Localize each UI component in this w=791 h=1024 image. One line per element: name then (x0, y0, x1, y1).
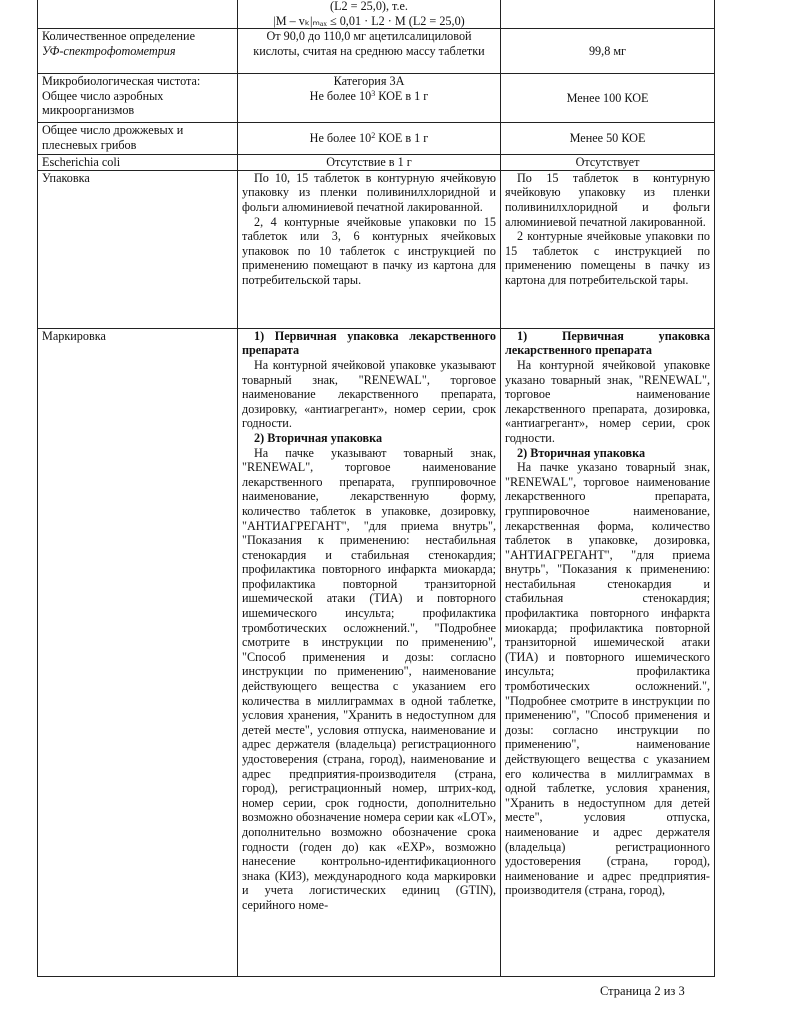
table-row (38, 0, 715, 29)
formula-line-2: |M – vₖ|ₘₐₓ ≤ 0,01 · L2 · M (L2 = 25,0) (273, 13, 465, 28)
marking-spec-p1: На контурной ячейковой упаковке указывают товарный знак, "RENEWAL", торговое наименование лекарственного препарата, дозировку, «антиагрегант», номер серии, срок годности. (242, 357, 496, 431)
spec-cell (238, 328, 501, 976)
marking-spec-p2: На пачке указывают товарный знак, "RENEWAL", торговое наименование лекарственного препарата, группировочное наименование, лекарственную форму, количество таблеток в упаковке, дозировку, "АНТИАГРЕГАНТ", "для приема внутрь", "Показания к применению: нестабильная стенокардия и стабильная стенокардия; профилактика повторного инфаркта миокарда; профилактика повторной транзиторной ишемической атаки (ТИА) и повторного ишемического инсульта; профилактика тромботических осложнений.", "Подробнее смотрите в инструкции по применению", "Способ применения и дозы: согласно инструкции по применению", наименование действующего вещества с указанием его количества в миллиграммах в одной таблетке, условия хранения, "Хранить в недоступном для детей месте", условия отпуска, наименование и адрес держателя (владельца) регистрационного удостоверения (страна, город), наименование и адрес предприятия-производителя (страна, город), регистрационный номер, штрих-код, номер серии, срок годности, дополнительно возможно обозначение номера серии как «LOT», дополнительно возможно обозначение срока годности (годен до) как «EXP», возможно нанесение контрольно-идентификационного знака (КИЗ), международного кода маркировки и учета логистических единиц (GTIN), серийного номе- (242, 445, 496, 912)
spec-cell (238, 170, 501, 328)
marking-result-heading-1: 1) Первичная упаковка лекарственного препарата (505, 328, 710, 358)
result-cell (501, 0, 715, 29)
spec-cell: Отсутствие в 1 г (238, 155, 501, 171)
label-cell: Маркировка (38, 328, 238, 976)
marking-result-p2: На пачке указано товарный знак, "RENEWAL", торговое наименование лекарственного препарата, группировочное наименование, лекарственная форма, количество таблеток в упаковке, дозировка, "АНТИАГРЕГАНТ", "для приема внутрь", "Показания к применению: нестабильная стенокардия и стабильная стенокардия; профилактика повторного инфаркта миокарда; профилактика повторной транзиторной ишемической атаки (ТИА) и повторного ишемического инсульта; профилактика тромботических осложнений.", "Подробнее смотрите в инструкции по применению", "Способ применения и дозы: согласно инструкции по применению", наименование действующего вещества с указанием его количества в миллиграммах в одной таблетке, условия хранения, "Хранить в недоступном для детей месте", условия отпуска, наименование и адрес держателя (владельца) регистрационного удостоверения (страна, город), наименование и адрес предприятия-производителя (страна, город), (505, 460, 710, 898)
specification-table (37, 0, 715, 977)
table-row (38, 29, 715, 74)
packaging-result-p1: По 15 таблеток в контурную ячейковую упаковку из пленки поливинилхлоридной и фольги алюминиевой печатной лакированной. (505, 170, 710, 229)
label-cell (38, 0, 238, 29)
assay-label: Количественное определение (42, 29, 195, 44)
limit-prefix: Не более 10 (309, 88, 372, 103)
spec-cell (238, 123, 501, 155)
category-text: Категория 3А (333, 74, 405, 89)
label-cell: Escherichia coli (38, 155, 238, 171)
table-row (38, 170, 715, 328)
limit-exponent: 2 (371, 131, 376, 141)
packaging-spec-p2: 2, 4 контурные ячейковые упаковки по 15 таблеток или 3, 6 контурных ячейковых упаковок по 10 таблеток с инструкцией по применению помещают в пачку из картона для потребительской тары. (242, 214, 496, 287)
label-cell: Микробиологическая чистота: Общее число аэробных микроорганизмов (38, 74, 238, 123)
result-cell (501, 328, 715, 976)
limit-prefix: Не более 10 (309, 131, 372, 146)
result-cell (501, 170, 715, 328)
limit-suffix: КОЕ в 1 г (375, 88, 429, 103)
page-number: Страница 2 из 3 (600, 984, 685, 998)
result-cell: 99,8 мг (501, 29, 715, 74)
marking-result-heading-2: 2) Вторичная упаковка (517, 445, 646, 460)
marking-result-p1: На контурной ячейковой упаковке указано товарный знак, "RENEWAL", торговое наименование лекарственного препарата, дозировка, «антиагрегант», номер серии, срок годности. (505, 357, 710, 445)
result-cell: Менее 50 КОЕ (501, 123, 715, 155)
formula-line-1: (L2 = 25,0), т.е. (330, 0, 408, 13)
spec-cell (238, 74, 501, 123)
marking-spec-heading-1: 1) Первичная упаковка лекарственного препарата (242, 328, 496, 358)
table-row (38, 155, 715, 171)
table-row (38, 74, 715, 123)
marking-spec-heading-2: 2) Вторичная упаковка (254, 430, 383, 445)
spec-cell: От 90,0 до 110,0 мг ацетилсалициловой кислоты, считая на среднюю массу таблетки (238, 29, 501, 74)
label-cell (38, 29, 238, 74)
result-cell: Менее 100 КОЕ (501, 74, 715, 123)
assay-method: УФ-спектрофотометрия (42, 43, 176, 58)
label-cell: Упаковка (38, 170, 238, 328)
limit-text (242, 89, 496, 104)
packaging-result-p2: 2 контурные ячейковые упаковки по 15 таблеток с инструкцией по применению помещены в пачку из картона для потребительской тары. (505, 229, 710, 287)
spec-cell (238, 0, 501, 29)
label-cell: Общее число дрожжевых и плесневых грибов (38, 123, 238, 155)
limit-exponent: 3 (371, 88, 376, 98)
table-row (38, 123, 715, 155)
result-cell: Отсутствует (501, 155, 715, 171)
table-row (38, 328, 715, 976)
packaging-spec-p1: По 10, 15 таблеток в контурную ячейковую упаковку из пленки поливинилхлоридной и фольги алюминиевой печатной лакированной. (242, 170, 496, 214)
limit-suffix: КОЕ в 1 г (375, 131, 429, 146)
